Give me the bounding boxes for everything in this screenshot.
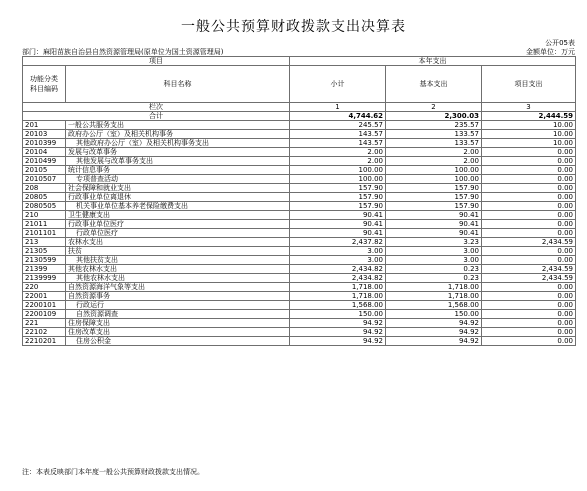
subtotal-value: 90.41	[290, 229, 386, 238]
project-value: 0.00	[482, 292, 576, 301]
expenditure-table	[22, 56, 576, 346]
table-row	[23, 193, 576, 202]
basic-value: 94.92	[386, 328, 482, 337]
subtotal-value: 3.00	[290, 247, 386, 256]
subject-name: 扶贫	[66, 247, 290, 256]
header-func-code-line1: 功能分类	[30, 75, 58, 83]
project-value: 2,434.59	[482, 265, 576, 274]
table-row	[23, 184, 576, 193]
project-value: 0.00	[482, 211, 576, 220]
subject-code: 2010499	[23, 157, 66, 166]
project-value: 0.00	[482, 166, 576, 175]
header-subject-name: 科目名称	[66, 66, 290, 103]
table-row	[23, 301, 576, 310]
table-row	[23, 328, 576, 337]
header-func-code	[23, 66, 66, 103]
subtotal-value: 143.57	[290, 139, 386, 148]
header-row-group	[23, 57, 576, 66]
project-value: 0.00	[482, 247, 576, 256]
total-label: 合计	[23, 112, 290, 121]
basic-value: 157.90	[386, 184, 482, 193]
subject-code: 2080505	[23, 202, 66, 211]
table-row	[23, 157, 576, 166]
report-title: 一般公共预算财政拨款支出决算表	[181, 19, 406, 35]
subject-name: 卫生健康支出	[66, 211, 290, 220]
subtotal-value: 157.90	[290, 184, 386, 193]
subject-code: 2139999	[23, 274, 66, 283]
subject-code: 220	[23, 283, 66, 292]
header-project: 项目	[23, 57, 290, 66]
subject-code: 2130599	[23, 256, 66, 265]
subtotal-value: 94.92	[290, 337, 386, 346]
basic-value: 1,568.00	[386, 301, 482, 310]
subject-name: 自然资源调查	[66, 310, 290, 319]
basic-value: 100.00	[386, 166, 482, 175]
project-value: 2,434.59	[482, 274, 576, 283]
total-project: 2,444.59	[482, 112, 576, 121]
project-value: 0.00	[482, 193, 576, 202]
basic-value: 157.90	[386, 193, 482, 202]
subject-name: 住房改革支出	[66, 328, 290, 337]
subject-name: 社会保障和就业支出	[66, 184, 290, 193]
subject-code: 20104	[23, 148, 66, 157]
header-func-code-line2: 科目编码	[30, 85, 58, 93]
subtotal-value: 3.00	[290, 256, 386, 265]
table-row	[23, 247, 576, 256]
total-row	[23, 112, 576, 121]
project-value: 2,434.59	[482, 238, 576, 247]
basic-value: 90.41	[386, 211, 482, 220]
subject-name: 行政运行	[66, 301, 290, 310]
subject-name: 住房保障支出	[66, 319, 290, 328]
basic-value: 133.57	[386, 139, 482, 148]
subtotal-value: 94.92	[290, 319, 386, 328]
table-row	[23, 130, 576, 139]
project-value: 0.00	[482, 229, 576, 238]
subtotal-value: 100.00	[290, 175, 386, 184]
table-row	[23, 310, 576, 319]
subtotal-value: 2.00	[290, 157, 386, 166]
basic-value: 2.00	[386, 148, 482, 157]
subject-code: 21399	[23, 265, 66, 274]
subtotal-value: 2.00	[290, 148, 386, 157]
project-value: 0.00	[482, 184, 576, 193]
basic-value: 3.23	[386, 238, 482, 247]
subject-name: 自然资源事务	[66, 292, 290, 301]
department-label: 部门：麻阳苗族自治县自然资源管理局(原单位为国土资源管理局)	[22, 48, 224, 56]
basic-value: 133.57	[386, 130, 482, 139]
seq-label: 栏次	[23, 103, 290, 112]
subject-code: 210	[23, 211, 66, 220]
subject-name: 行政事业单位医疗	[66, 220, 290, 229]
subject-name: 发展与改革事务	[66, 148, 290, 157]
basic-value: 3.00	[386, 256, 482, 265]
project-value: 10.00	[482, 139, 576, 148]
subject-name: 专项普查活动	[66, 175, 290, 184]
project-value: 0.00	[482, 319, 576, 328]
table-row	[23, 229, 576, 238]
table-row	[23, 265, 576, 274]
project-value: 0.00	[482, 301, 576, 310]
subject-name: 农林水支出	[66, 238, 290, 247]
basic-value: 150.00	[386, 310, 482, 319]
basic-value: 0.23	[386, 274, 482, 283]
project-value: 0.00	[482, 220, 576, 229]
table-row	[23, 256, 576, 265]
subject-code: 2010507	[23, 175, 66, 184]
subtotal-value: 143.57	[290, 130, 386, 139]
project-value: 0.00	[482, 256, 576, 265]
table-row	[23, 166, 576, 175]
subject-name: 其他农林水支出	[66, 265, 290, 274]
total-basic: 2,300.03	[386, 112, 482, 121]
basic-value: 90.41	[386, 229, 482, 238]
basic-value: 94.92	[386, 319, 482, 328]
basic-value: 100.00	[386, 175, 482, 184]
project-value: 10.00	[482, 130, 576, 139]
subject-code: 21305	[23, 247, 66, 256]
table-row	[23, 121, 576, 130]
subject-name: 其他扶贫支出	[66, 256, 290, 265]
subject-name: 住房公积金	[66, 337, 290, 346]
table-row	[23, 292, 576, 301]
subject-code: 2200109	[23, 310, 66, 319]
subject-name: 其他发展与改革事务支出	[66, 157, 290, 166]
table-row	[23, 211, 576, 220]
table-row	[23, 238, 576, 247]
table-row	[23, 202, 576, 211]
subject-code: 2210201	[23, 337, 66, 346]
subject-code: 213	[23, 238, 66, 247]
subject-name: 政府办公厅（室）及相关机构事务	[66, 130, 290, 139]
subtotal-value: 157.90	[290, 202, 386, 211]
subject-name: 行政单位医疗	[66, 229, 290, 238]
subtotal-value: 2,434.82	[290, 274, 386, 283]
subtotal-value: 2,437.82	[290, 238, 386, 247]
basic-value: 94.92	[386, 337, 482, 346]
project-value: 0.00	[482, 310, 576, 319]
header-project-expenditure: 项目支出	[482, 66, 576, 103]
subject-code: 221	[23, 319, 66, 328]
basic-value: 1,718.00	[386, 283, 482, 292]
table-row	[23, 175, 576, 184]
project-value: 0.00	[482, 202, 576, 211]
project-value: 0.00	[482, 328, 576, 337]
subject-code: 20103	[23, 130, 66, 139]
subtotal-value: 2,434.82	[290, 265, 386, 274]
basic-value: 3.00	[386, 247, 482, 256]
subject-code: 20805	[23, 193, 66, 202]
subtotal-value: 94.92	[290, 328, 386, 337]
basic-value: 157.90	[386, 202, 482, 211]
subject-name: 一般公共服务支出	[66, 121, 290, 130]
subject-code: 2101101	[23, 229, 66, 238]
header-subtotal: 小计	[290, 66, 386, 103]
table-row	[23, 319, 576, 328]
seq-1: 1	[290, 103, 386, 112]
subtotal-value: 100.00	[290, 166, 386, 175]
table-row	[23, 220, 576, 229]
seq-row	[23, 103, 576, 112]
subtotal-value: 1,718.00	[290, 283, 386, 292]
header-basic: 基本支出	[386, 66, 482, 103]
subject-code: 22001	[23, 292, 66, 301]
subtotal-value: 245.57	[290, 121, 386, 130]
seq-2: 2	[386, 103, 482, 112]
header-current-year: 本年支出	[290, 57, 576, 66]
project-value: 0.00	[482, 283, 576, 292]
subject-name: 自然资源海洋气象等支出	[66, 283, 290, 292]
table-row	[23, 274, 576, 283]
footnote: 注：本表反映部门本年度一般公共预算财政拨款支出情况。	[22, 468, 204, 476]
form-number: 公开05表	[545, 39, 575, 47]
project-value: 0.00	[482, 337, 576, 346]
basic-value: 235.57	[386, 121, 482, 130]
subject-code: 208	[23, 184, 66, 193]
subject-name: 统计信息事务	[66, 166, 290, 175]
subject-code: 2010399	[23, 139, 66, 148]
subject-code: 201	[23, 121, 66, 130]
subject-name: 机关事业单位基本养老保险缴费支出	[66, 202, 290, 211]
subtotal-value: 157.90	[290, 193, 386, 202]
project-value: 10.00	[482, 121, 576, 130]
subject-name: 其他政府办公厅（室）及相关机构事务支出	[66, 139, 290, 148]
subtotal-value: 90.41	[290, 211, 386, 220]
header-row-columns	[23, 66, 576, 103]
table-row	[23, 337, 576, 346]
subtotal-value: 150.00	[290, 310, 386, 319]
subtotal-value: 90.41	[290, 220, 386, 229]
subject-code: 21011	[23, 220, 66, 229]
seq-3: 3	[482, 103, 576, 112]
table-row	[23, 148, 576, 157]
basic-value: 90.41	[386, 220, 482, 229]
subject-code: 20105	[23, 166, 66, 175]
table-row	[23, 139, 576, 148]
basic-value: 1,718.00	[386, 292, 482, 301]
subject-name: 行政事业单位离退休	[66, 193, 290, 202]
project-value: 0.00	[482, 148, 576, 157]
basic-value: 2.00	[386, 157, 482, 166]
basic-value: 0.23	[386, 265, 482, 274]
total-subtotal: 4,744.62	[290, 112, 386, 121]
project-value: 0.00	[482, 175, 576, 184]
subject-name: 其他农林水支出	[66, 274, 290, 283]
project-value: 0.00	[482, 157, 576, 166]
table-row	[23, 283, 576, 292]
subject-code: 22102	[23, 328, 66, 337]
subtotal-value: 1,718.00	[290, 292, 386, 301]
subject-code: 2200101	[23, 301, 66, 310]
amount-unit-label: 金额单位：万元	[526, 48, 575, 56]
subtotal-value: 1,568.00	[290, 301, 386, 310]
